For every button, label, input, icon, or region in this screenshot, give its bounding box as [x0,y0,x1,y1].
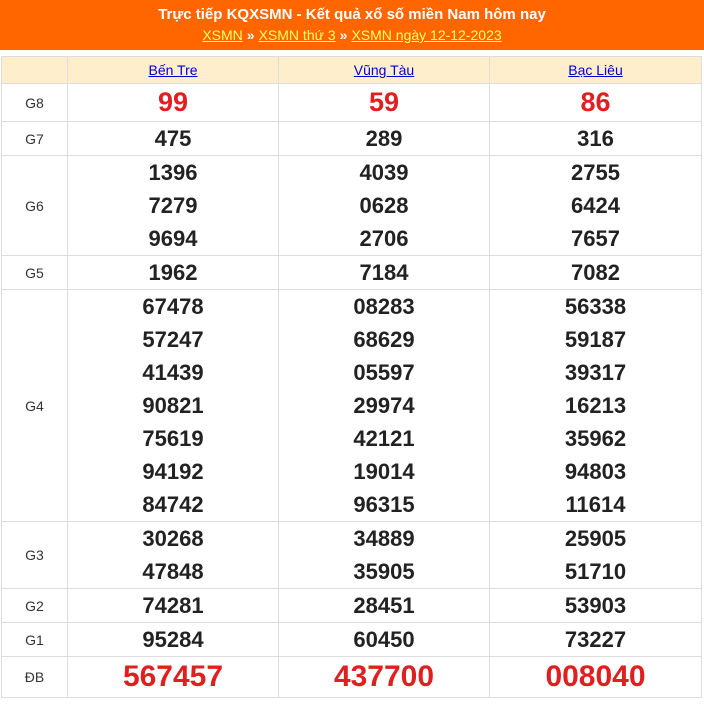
table-header-row [2,57,702,84]
breadcrumb-link-date[interactable]: XSMN ngày 12-12-2023 [351,27,502,43]
results-table [1,56,702,698]
prize-number: 99 [157,87,189,117]
breadcrumb-separator: » [339,27,348,43]
prize-number: 47848 [142,559,204,584]
breadcrumb-link-weekday[interactable]: XSMN thứ 3 [258,27,336,43]
prize-number: 41439 [142,360,204,385]
prize-cell [279,256,490,290]
prize-number: 475 [154,126,192,151]
prize-label: G1 [2,623,68,657]
prize-number: 2755 [571,160,620,185]
prize-number: 008040 [545,660,646,693]
prize-cell [68,657,279,698]
prize-cell [68,156,279,256]
prize-number: 74281 [142,593,204,618]
prize-number: 2706 [359,226,409,251]
prize-cell [490,290,702,522]
prize-number: 95284 [142,627,204,652]
prize-cell [490,84,702,122]
page-header [0,0,704,50]
prize-number: 1396 [148,160,198,185]
prize-cell [68,522,279,589]
prize-cell [68,84,279,122]
prize-number: 39317 [564,360,627,385]
prize-number: 84742 [142,492,204,517]
province-link-ben-tre[interactable]: Bến Tre [148,62,198,78]
prize-number: 4039 [359,160,409,185]
prize-number: 90821 [142,393,204,418]
prize-number: 28451 [353,593,415,618]
prize-cell [68,290,279,522]
prize-row-g8 [2,84,702,122]
prize-label: G4 [2,290,68,522]
prize-number: 35905 [353,559,415,584]
prize-cell [279,156,490,256]
prize-cell [490,256,702,290]
prize-label: G5 [2,256,68,290]
province-header [490,57,702,84]
prize-number: 86 [580,87,611,117]
prize-number: 19014 [353,459,415,484]
prize-cell [279,290,490,522]
prize-number: 68629 [353,327,415,352]
prize-label: ĐB [2,657,68,698]
prize-number: 1962 [148,260,198,285]
prize-number: 94803 [564,459,627,484]
prize-row-g7 [2,122,702,156]
prize-label: G2 [2,589,68,623]
prize-number: 11614 [565,492,626,517]
header-empty-cell [2,57,68,84]
page-title: Trực tiếp KQXSMN - Kết quả xổ số miền Nam hôm nay [158,6,546,23]
prize-number: 7082 [571,260,620,285]
prize-number: 35962 [564,426,627,451]
prize-number: 0628 [359,193,409,218]
prize-number: 96315 [353,492,415,517]
prize-label: G3 [2,522,68,589]
prize-cell [68,623,279,657]
prize-cell [279,657,490,698]
prize-number: 05597 [353,360,415,385]
prize-cell [279,522,490,589]
prize-row-g5 [2,256,702,290]
prize-cell [490,657,702,698]
prize-number: 7279 [148,193,198,218]
breadcrumb [0,25,704,45]
prize-number: 42121 [353,426,415,451]
province-header [279,57,490,84]
province-link-vung-tau[interactable]: Vũng Tàu [353,62,415,78]
prize-number: 9694 [148,226,198,251]
prize-number: 75619 [142,426,204,451]
prize-cell [490,589,702,623]
province-header [68,57,279,84]
prize-number: 94192 [142,459,204,484]
prize-cell [68,589,279,623]
prize-row-g1 [2,623,702,657]
prize-cell [490,122,702,156]
prize-cell [68,256,279,290]
prize-number: 316 [577,126,614,151]
prize-number: 30268 [142,526,204,551]
prize-number: 7184 [359,260,409,285]
prize-cell [490,156,702,256]
prize-cell [490,623,702,657]
prize-number: 67478 [142,294,204,319]
prize-number: 56338 [564,294,627,319]
prize-cell [279,623,490,657]
prize-cell [68,122,279,156]
prize-number: 29974 [353,393,415,418]
prize-number: 08283 [353,294,415,319]
breadcrumb-separator: » [246,27,255,43]
prize-number: 59 [368,87,400,117]
prize-number: 59187 [564,327,627,352]
prize-cell [279,84,490,122]
prize-row-g4 [2,290,702,522]
prize-cell [279,589,490,623]
prize-number: 34889 [353,526,415,551]
prize-number: 437700 [333,660,435,693]
prize-cell [490,522,702,589]
prize-number: 57247 [142,327,204,352]
prize-number: 289 [365,126,403,151]
prize-number: 73227 [564,627,627,652]
prize-number: 6424 [571,193,620,218]
prize-number: 60450 [353,627,415,652]
prize-row-đb [2,657,702,698]
prize-cell [279,122,490,156]
prize-body [2,84,702,698]
prize-number: 51710 [564,559,627,584]
prize-number: 25905 [564,526,627,551]
prize-label: G8 [2,84,68,122]
prize-label: G7 [2,122,68,156]
prize-number: 7657 [571,226,620,251]
prize-number: 53903 [564,593,627,618]
prize-row-g3 [2,522,702,589]
province-link-bac-lieu[interactable]: Bạc Liêu [568,62,623,78]
prize-number: 567457 [122,660,224,693]
breadcrumb-link-xsmn[interactable]: XSMN [202,27,243,43]
prize-row-g6 [2,156,702,256]
prize-label: G6 [2,156,68,256]
prize-row-g2 [2,589,702,623]
prize-number: 16213 [564,393,627,418]
